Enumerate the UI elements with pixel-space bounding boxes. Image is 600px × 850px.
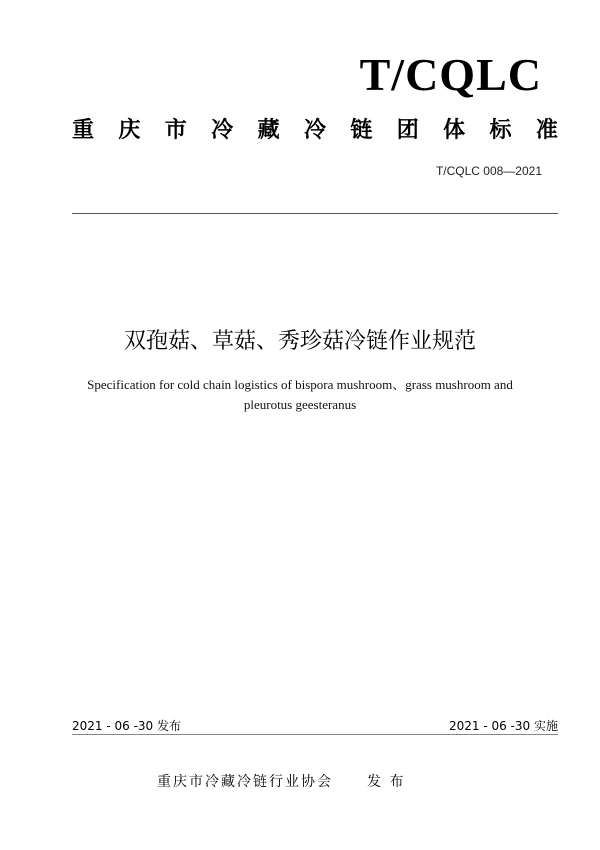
standard-type-char: 体 bbox=[443, 118, 466, 143]
standard-number: T/CQLC 008—2021 bbox=[435, 164, 542, 178]
standard-type-char: 团 bbox=[396, 118, 419, 143]
standard-type-char: 冷 bbox=[303, 118, 326, 143]
standard-type-char: 链 bbox=[350, 118, 373, 143]
publisher-name: 重庆市冷藏冷链行业协会 bbox=[157, 774, 333, 790]
publish-date: 2021 - 06 -30 bbox=[72, 719, 154, 733]
standard-type-char: 藏 bbox=[257, 118, 280, 143]
standard-type-char: 标 bbox=[489, 118, 512, 143]
publisher-publish-label: 发 布 bbox=[367, 774, 406, 790]
standard-type-char: 准 bbox=[535, 118, 558, 143]
standard-type-char: 市 bbox=[164, 118, 187, 143]
implement-date-block bbox=[449, 718, 558, 734]
document-title-english bbox=[60, 375, 540, 415]
date-divider bbox=[72, 734, 558, 735]
document-title-chinese: 双孢菇、草菇、秀珍菇冷链作业规范 bbox=[123, 329, 476, 354]
standard-code: T/CQLC bbox=[359, 49, 542, 100]
standard-type-char: 重 bbox=[72, 118, 95, 143]
implement-label: 实施 bbox=[533, 719, 558, 733]
standard-type-char: 庆 bbox=[118, 118, 141, 143]
publisher-block bbox=[157, 772, 405, 792]
english-title-line-2: pleurotus geesteranus bbox=[243, 397, 357, 412]
english-title-line-1: Specification for cold chain logistics of bispora mushroom、grass mushroom and bbox=[87, 377, 513, 392]
publish-label: 发布 bbox=[157, 719, 182, 733]
standard-type-heading bbox=[72, 116, 558, 146]
implement-date: 2021 - 06 -30 bbox=[448, 719, 531, 733]
standard-type-char: 冷 bbox=[211, 118, 234, 143]
publish-date-block bbox=[72, 718, 181, 734]
header-divider bbox=[72, 213, 558, 214]
